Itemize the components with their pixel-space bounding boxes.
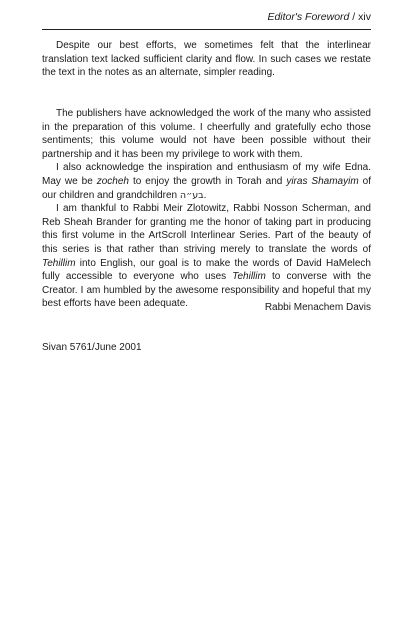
text-span: .: [203, 189, 207, 201]
paragraph-acknowledgments: The publishers have acknowledged the work of the many who assisted in the preparation of this volume. I cheerfully and gratefully echo those sentiments; this volume would not have been possible without their partnership and it has been my privilege to work with them.: [42, 108, 371, 160]
header-separator: /: [349, 11, 359, 23]
running-header: [42, 10, 371, 24]
italic-term: Tehillim: [232, 271, 266, 283]
paragraph-interlinear-note: Despite our best efforts, we sometimes felt that the interlinear translation text lacked sufficient clarity and flow. In such cases we restate the text in the notes as an alternate, simpler reading.: [42, 40, 371, 79]
header-section-title: Editor's Foreword: [267, 11, 350, 23]
paragraph-thanks: [42, 202, 371, 311]
text-span: I also acknowledge the inspiration and enthusiasm of my wife Edna. May we be: [42, 162, 371, 187]
paragraph-block-1: [42, 39, 371, 80]
italic-term: zocheh: [96, 175, 129, 187]
text-span: to enjoy the growth in Torah and: [129, 175, 287, 187]
italic-term: Tehillim: [42, 257, 76, 269]
hebrew-abbreviation: בע״ה: [179, 189, 204, 201]
italic-term: yiras Shamayim: [286, 175, 359, 187]
date-line: Sivan 5761/June 2001: [42, 342, 142, 353]
text-span: of our children and grandchildren: [42, 175, 371, 201]
header-rule: [42, 29, 371, 30]
text-span: to converse with the Creator. I am humbled by the awesome responsibility and hopeful that my best efforts have been adequate.: [42, 271, 372, 310]
text-span: I am thankful to Rabbi Meir Zlotowitz, Rabbi Nosson Scherman, and Reb Sheah Brander for granting me the honor of taking part in producing this first volume in the ArtScroll Interlinear Series. Part of the beauty of this series is that rather than striving merely to translate the words of: [42, 203, 371, 255]
paragraph-wife: [42, 161, 371, 202]
signature: Rabbi Menachem Davis: [264, 302, 371, 313]
header-page-number: xiv: [358, 11, 371, 23]
text-span: into English, our goal is to make the words of David HaMelech fully accessible to everyone who uses: [42, 257, 371, 283]
paragraph-block-2: [42, 107, 371, 311]
